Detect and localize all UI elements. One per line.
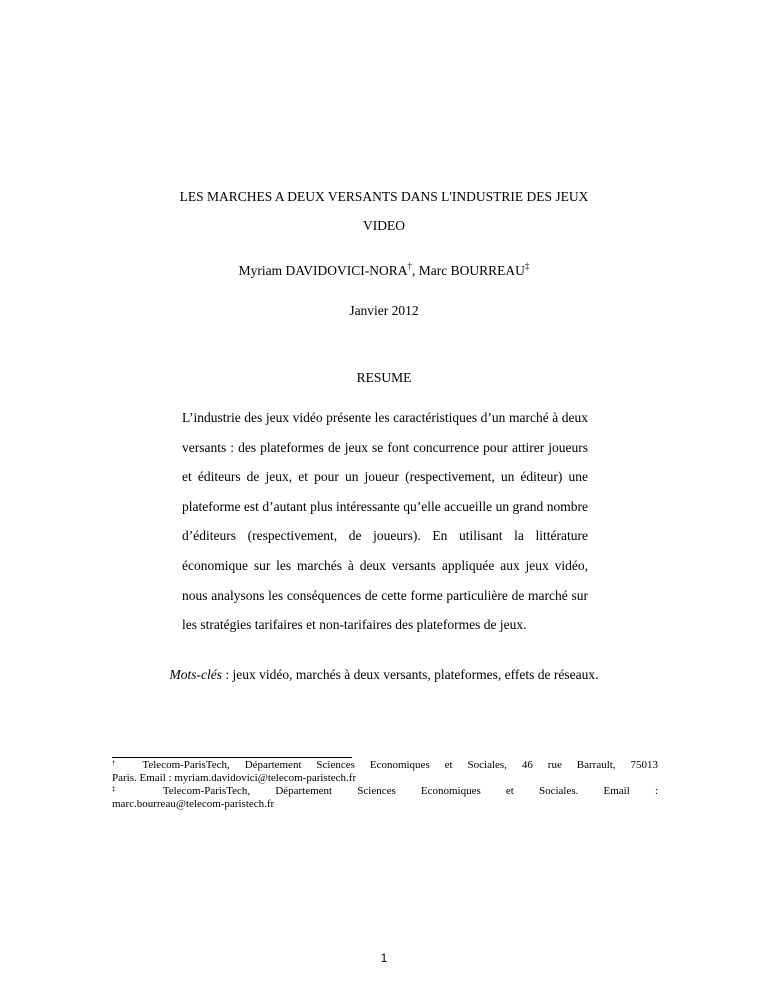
footnote-mark: † [112, 759, 128, 767]
footnote-mark: ‡ [524, 261, 530, 271]
footnote-line: marc.bourreau@telecom-paristech.fr [112, 798, 275, 810]
paper-date: Janvier 2012 [349, 303, 419, 318]
abstract-heading: RESUME [356, 370, 412, 385]
footnote-text: Telecom-ParisTech, Département Sciences Economiques et Sociales. Email : [137, 785, 658, 797]
footnote [112, 759, 658, 785]
keywords [168, 660, 600, 690]
keywords-label: Mots-clés [169, 667, 222, 682]
footnote-mark: ‡ [112, 785, 138, 793]
abstract-text: L’industrie des jeux vidéo présente les caractéristiques d’un marché à deux versants : des plateformes de jeux se font concurrence pour attirer joueurs et éditeurs de jeux, et pour un joueur (respectivement, un éditeur) une plateforme est d’autant plus intéressante qu’elle accueille un grand nombre d’éditeurs (respectivement, de joueurs). En utilisant la littérature économique sur les marchés à deux versants appliquée aux jeux vidéo, nous analysons les conséquences de cette forme particulière de marché sur les stratégies tarifaires et non-tarifaires des plateformes de jeux. [182, 410, 588, 633]
footnotes [112, 759, 658, 811]
author-list [0, 263, 768, 279]
paper-title-line-1: LES MARCHES A DEUX VERSANTS DANS L'INDUSTRIE DES JEUX [179, 189, 589, 204]
footnote-line: Paris. Email : myriam.davidovici@telecom-paristech.fr [112, 772, 357, 784]
footnote-mark: † [407, 261, 412, 271]
paper-title-line-2: VIDEO [363, 218, 405, 233]
footnote-text: Telecom-ParisTech, Département Sciences Economiques et Sociales, 46 rue Barrault, 75013 [127, 759, 658, 771]
author-name: , Marc BOURREAU [412, 263, 525, 278]
keywords-text: : jeux vidéo, marchés à deux versants, plateformes, effets de réseaux. [222, 667, 599, 682]
author-name: Myriam DAVIDOVICI-NORA [238, 263, 408, 278]
footnote-divider [112, 757, 352, 758]
footnote-line [112, 785, 658, 798]
footnote [112, 785, 658, 811]
footnote-line [112, 759, 658, 772]
page-number: 1 [380, 951, 388, 965]
